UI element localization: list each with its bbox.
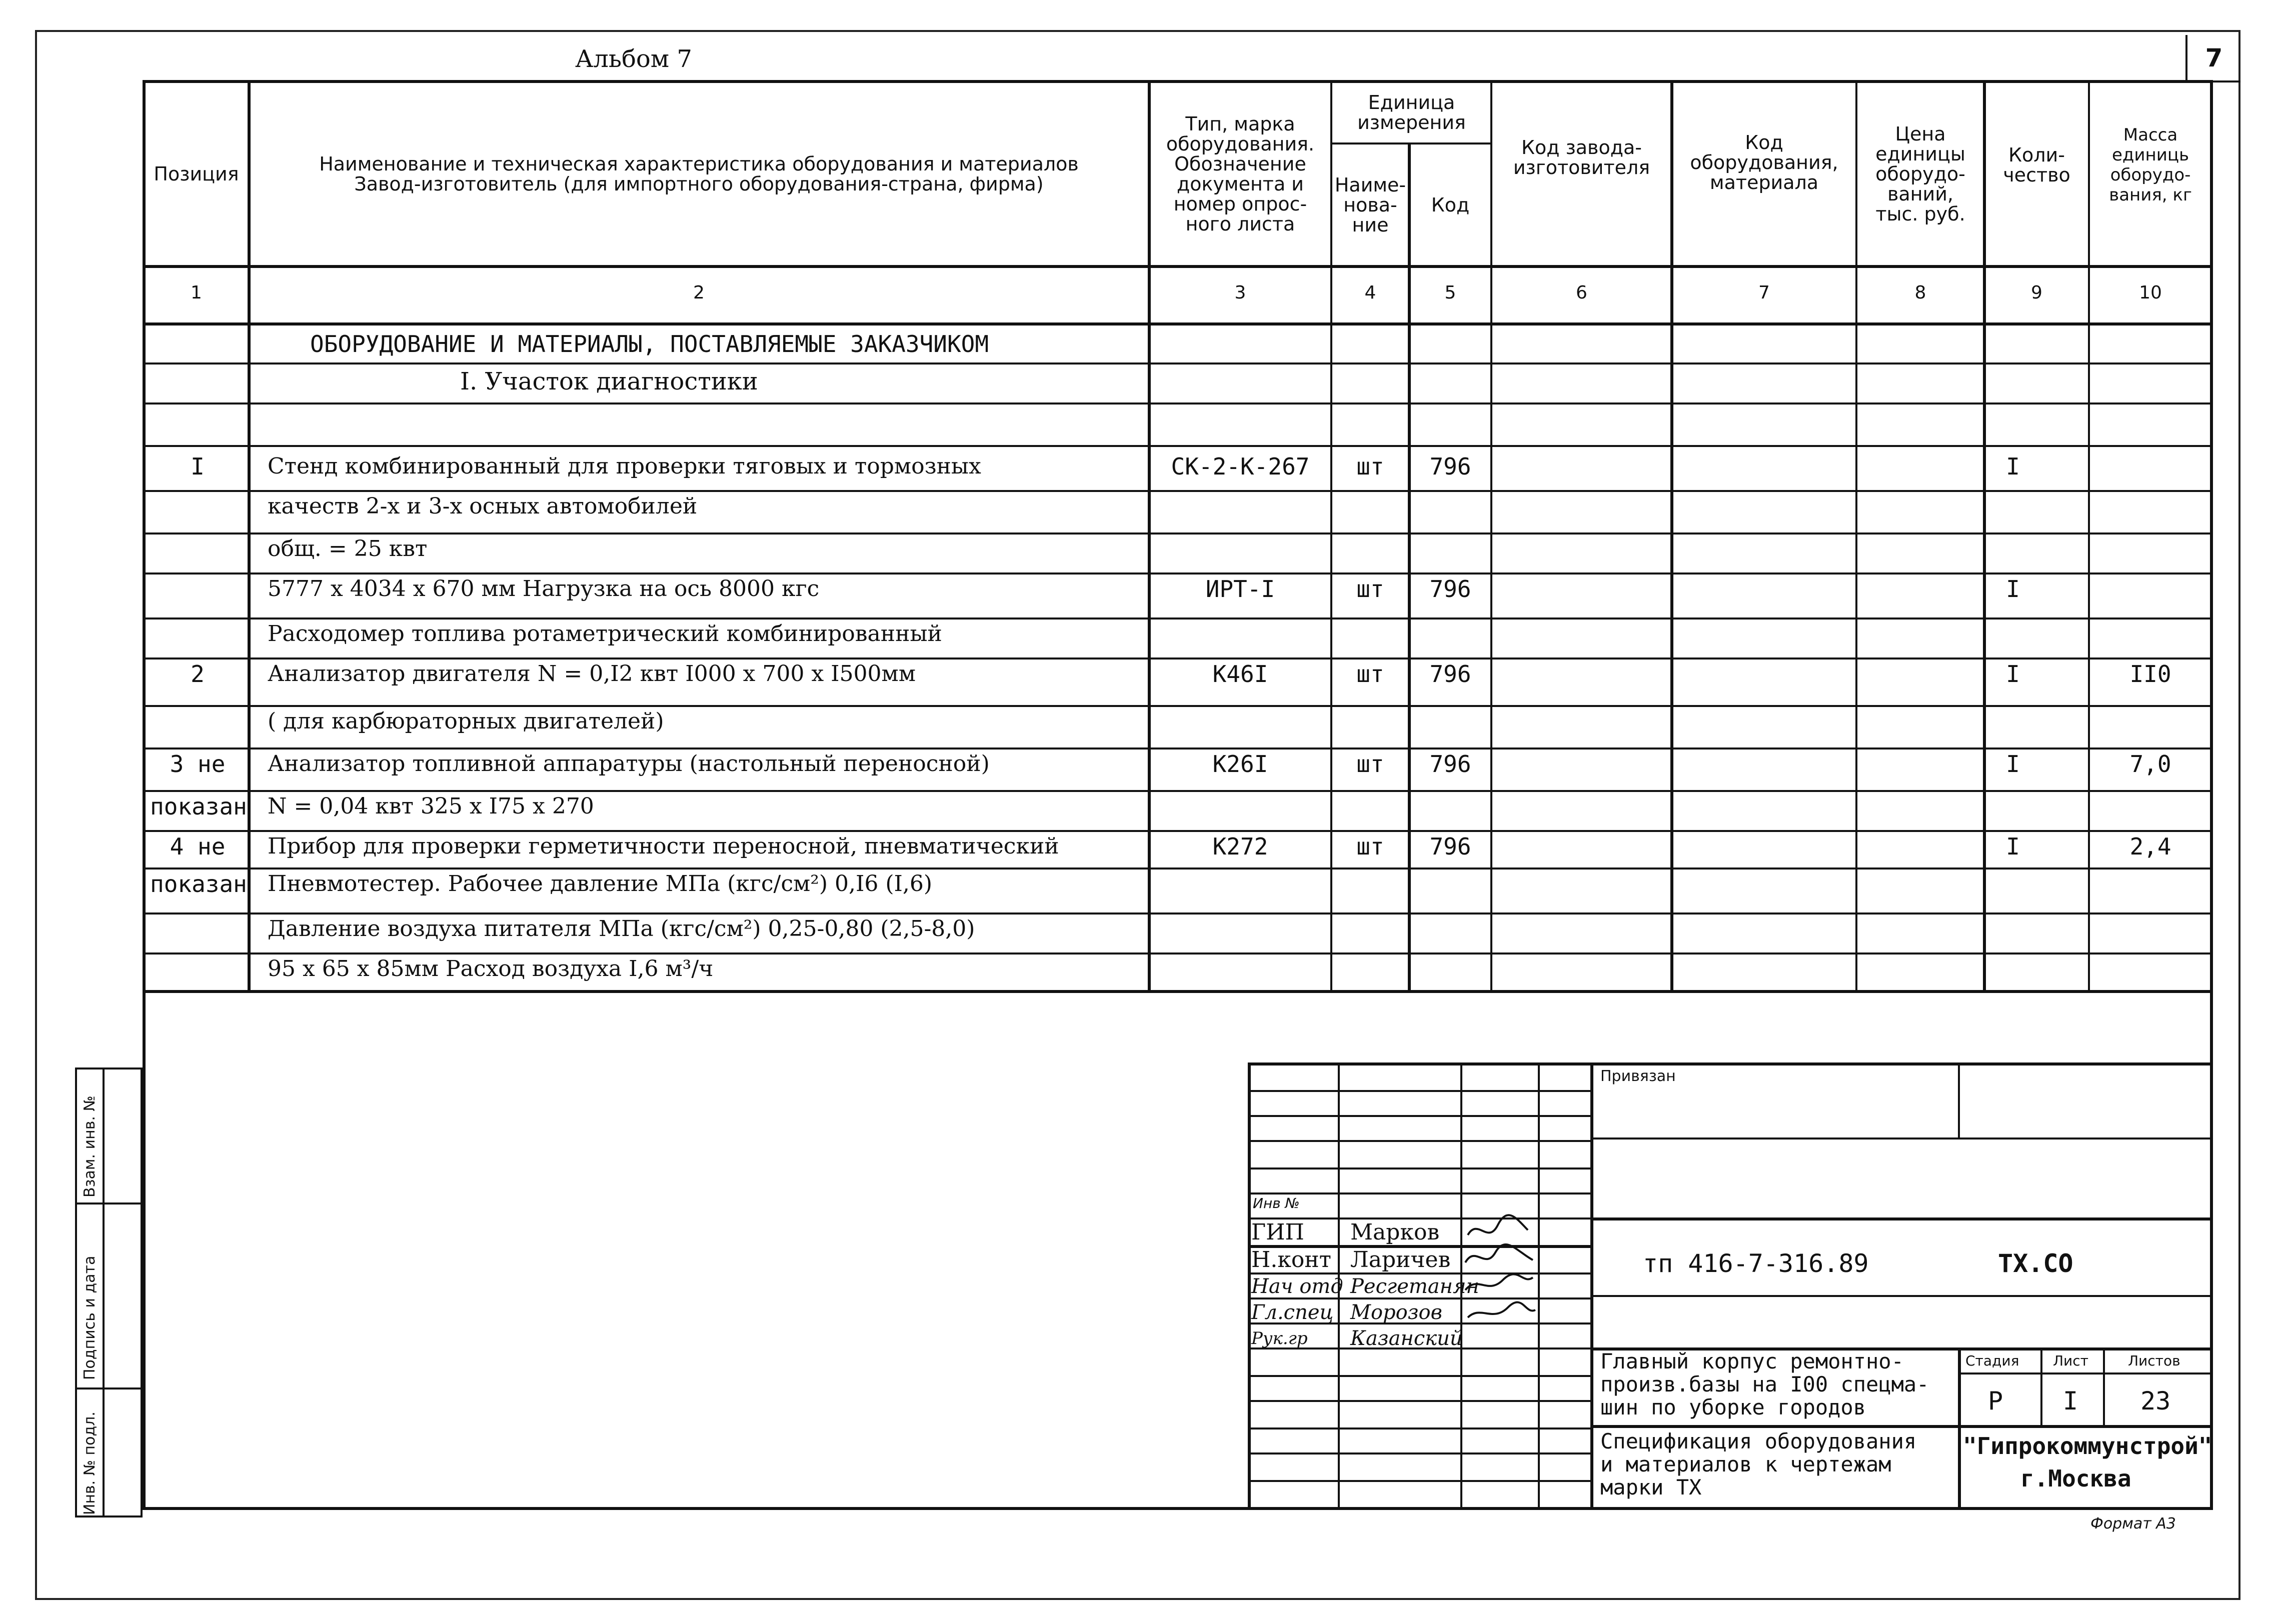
row-type: К46I <box>1212 660 1268 688</box>
row-name: Прибор для проверки герметичности переносной, пневматический <box>268 834 1059 859</box>
colnum-5: 5 <box>1444 282 1456 303</box>
header-equip-code: Код оборудования, материала <box>1690 132 1838 194</box>
tb-row <box>1248 1115 1590 1117</box>
tb-row <box>1248 1480 1590 1482</box>
tb-name-gip: Марков <box>1350 1220 1440 1245</box>
subsection-title: I. Участок диагностики <box>460 368 758 396</box>
colnum-1: 1 <box>191 282 202 303</box>
col-line-3 <box>1330 80 1332 990</box>
row-position: показан <box>150 870 247 898</box>
table-bottom <box>143 990 2213 993</box>
row-line <box>143 658 2213 660</box>
row-unit: шт <box>1356 453 1384 480</box>
header-unit: Единица измерения <box>1357 92 1466 134</box>
side-stamp-row <box>75 1202 143 1204</box>
tb-sheet-label: Лист <box>2053 1352 2088 1369</box>
row-name: Анализатор топливной аппаратуры (настольный переносной) <box>268 751 990 776</box>
row-position: 3 не <box>170 750 226 778</box>
row-mass: 2,4 <box>2129 833 2171 860</box>
tb-col <box>1590 1062 1593 1510</box>
row-name: N = 0,04 квт 325 х I75 х 270 <box>268 794 594 819</box>
tb-sheet: I <box>2063 1386 2078 1416</box>
tb-name-nachotd: Ресгетанян <box>1350 1275 1479 1298</box>
row-line <box>143 572 2213 574</box>
row-line <box>143 868 2213 870</box>
tb-privyazan-divider <box>1958 1062 1960 1138</box>
row-line <box>143 830 2213 832</box>
row-mass: 7,0 <box>2129 750 2171 778</box>
tb-role-nachotd: Нач отд <box>1251 1275 1343 1298</box>
tb-role-gip: ГИП <box>1251 1220 1304 1245</box>
side-stamp-divider <box>103 1068 105 1518</box>
row-unit: шт <box>1356 833 1384 860</box>
tb-stage: Р <box>1988 1386 2003 1416</box>
tb-col <box>2040 1348 2042 1425</box>
header-factory-code: Код завода- изготовителя <box>1513 136 1650 178</box>
row-qty: I <box>2006 453 2020 480</box>
row-name: ( для карбюраторных двигателей) <box>268 708 664 734</box>
row-qty: I <box>2006 833 2020 860</box>
tb-name-glspec: Морозов <box>1350 1301 1442 1324</box>
colnum-4: 4 <box>1364 282 1376 303</box>
col-line-7 <box>1855 80 1857 990</box>
side-label-vzam: Взам. инв. № <box>81 1096 99 1198</box>
row-type: К272 <box>1212 833 1268 860</box>
row-line <box>143 748 2213 750</box>
header-type: Тип, марка оборудования. Обозначение документа и номер опрос- ного листа <box>1166 112 1315 235</box>
tb-row <box>1958 1372 2213 1374</box>
row-type: СК-2-К-267 <box>1171 453 1310 480</box>
tb-row <box>1590 1295 2213 1297</box>
tb-row <box>1590 1218 2213 1220</box>
tb-role-glspec: Гл.спец <box>1251 1301 1334 1324</box>
tb-org: "Гипрокоммунстрой" <box>1963 1432 2212 1460</box>
side-label-inv-podl: Инв. № подл. <box>81 1412 99 1515</box>
header-unit-code: Код <box>1431 194 1470 216</box>
header-divider <box>143 265 2213 268</box>
row-unit: шт <box>1356 750 1384 778</box>
tb-doc-code: ТХ.СО <box>1998 1249 2073 1278</box>
row-name: Пневмотестер. Рабочее давление МПа (кгс/см²) 0,I6 (I,6) <box>268 871 933 896</box>
tb-row <box>1248 1192 1590 1194</box>
row-line <box>143 705 2213 707</box>
tb-col <box>1538 1062 1540 1510</box>
sheet-corner-number: 7 <box>2185 35 2240 82</box>
colnum-divider <box>143 322 2213 326</box>
row-position: I <box>191 453 205 480</box>
row-line <box>143 362 2213 364</box>
album-label: Альбом 7 <box>575 45 692 73</box>
row-name: общ. = 25 квт <box>268 536 428 562</box>
row-position: 4 не <box>170 833 226 860</box>
colnum-3: 3 <box>1234 282 1246 303</box>
header-price: Цена единицы оборудо- ваний, тыс. руб. <box>1875 122 1965 225</box>
row-code: 796 <box>1429 833 1471 860</box>
row-code: 796 <box>1429 660 1471 688</box>
header-mass: Масса единиць оборудо- вания, кг <box>2109 125 2192 205</box>
row-qty: I <box>2006 750 2020 778</box>
row-code: 796 <box>1429 750 1471 778</box>
colnum-2: 2 <box>693 282 705 303</box>
row-mass: II0 <box>2129 660 2171 688</box>
row-line <box>143 490 2213 492</box>
side-stamp-row <box>75 1388 143 1390</box>
row-type: К26I <box>1212 750 1268 778</box>
row-line <box>143 402 2213 404</box>
tb-privyazan: Привязан <box>1600 1068 1676 1085</box>
row-type: ИРТ-I <box>1205 576 1275 602</box>
tb-city: г.Москва <box>2020 1465 2131 1492</box>
tb-role-rukgr: Рук.гр <box>1251 1328 1308 1348</box>
tb-inv-label: Инв № <box>1253 1195 1300 1212</box>
row-line <box>143 532 2213 534</box>
row-line <box>143 618 2213 620</box>
row-line <box>143 790 2213 792</box>
colnum-7: 7 <box>1758 282 1770 303</box>
tb-row <box>1248 1452 1590 1454</box>
row-name: 95 х 65 х 85мм Расход воздуха I,6 м³/ч <box>268 956 714 982</box>
colnum-6: 6 <box>1576 282 1587 303</box>
header-name: Наименование и техническая характеристика оборудования и материалов Завод-изготовитель (для импортного оборудования-страна, фирма) <box>319 152 1079 195</box>
row-qty: I <box>2006 576 2020 602</box>
header-position: Позиция <box>154 162 239 185</box>
col-line-9 <box>2088 80 2090 990</box>
tb-row <box>1248 1090 1590 1092</box>
tb-stage-label: Стадия <box>1965 1352 2019 1369</box>
tb-row <box>1248 1168 1590 1170</box>
side-label-signature: Подпись и дата <box>81 1256 99 1380</box>
tb-row <box>1590 1425 2213 1428</box>
tb-doc-number: тп 416-7-316.89 <box>1643 1249 1869 1278</box>
col-line-5 <box>1490 80 1492 990</box>
row-unit: шт <box>1356 576 1384 602</box>
tb-sheets-label: Листов <box>2128 1352 2180 1369</box>
row-name: 5777 х 4034 х 670 мм Нагрузка на ось 8000 кгс <box>268 576 820 602</box>
tb-sheets: 23 <box>2140 1386 2171 1416</box>
tb-project-title: Главный корпус ремонтно- произв.базы на I00 спецма- шин по уборке городов <box>1600 1349 1929 1420</box>
tb-row <box>1248 1428 1590 1430</box>
header-unit-name: Наиме- нова- ние <box>1334 174 1406 236</box>
row-unit: шт <box>1356 660 1384 688</box>
row-line <box>143 912 2213 914</box>
tb-col <box>1958 1348 1961 1510</box>
row-code: 796 <box>1429 576 1471 602</box>
colnum-9: 9 <box>2031 282 2042 303</box>
colnum-8: 8 <box>1914 282 1926 303</box>
colnum-10: 10 <box>2139 282 2162 303</box>
tb-col <box>2103 1348 2105 1425</box>
section-title: ОБОРУДОВАНИЕ И МАТЕРИАЛЫ, ПОСТАВЛЯЕМЫЕ ЗАКАЗЧИКОМ <box>310 330 989 358</box>
row-name: Стенд комбинированный для проверки тяговых и тормозных <box>268 454 981 479</box>
row-position: показан <box>150 793 247 820</box>
tb-name-rukgr: Казанский <box>1350 1327 1463 1350</box>
tb-row <box>1248 1400 1590 1402</box>
row-line <box>143 952 2213 954</box>
format-label: Формат А3 <box>2090 1515 2176 1532</box>
header-qty: Коли- чество <box>2003 144 2070 186</box>
handwritten-signatures <box>1463 1215 1538 1330</box>
row-name: Анализатор двигателя N = 0,I2 квт I000 х 700 х I500мм <box>268 661 916 686</box>
tb-row <box>1248 1140 1590 1142</box>
tb-name-nkont: Ларичев <box>1350 1247 1451 1272</box>
row-position: 2 <box>191 660 205 688</box>
row-code: 796 <box>1429 453 1471 480</box>
row-name: Расходомер топлива ротаметрический комбинированный <box>268 621 942 646</box>
row-qty: I <box>2006 660 2020 688</box>
tb-row <box>1590 1138 2213 1140</box>
tb-doc-title: Спецификация оборудования и материалов к чертежам марки ТХ <box>1600 1429 1917 1500</box>
col-line-4 <box>1408 142 1411 990</box>
row-line <box>143 445 2213 447</box>
tb-row <box>1248 1375 1590 1377</box>
row-name: качеств 2-х и 3-х осных автомобилей <box>268 494 698 519</box>
row-name: Давление воздуха питателя МПа (кгс/см²) 0,25-0,80 (2,5-8,0) <box>268 916 975 942</box>
tb-role-nkont: Н.конт <box>1251 1247 1332 1272</box>
